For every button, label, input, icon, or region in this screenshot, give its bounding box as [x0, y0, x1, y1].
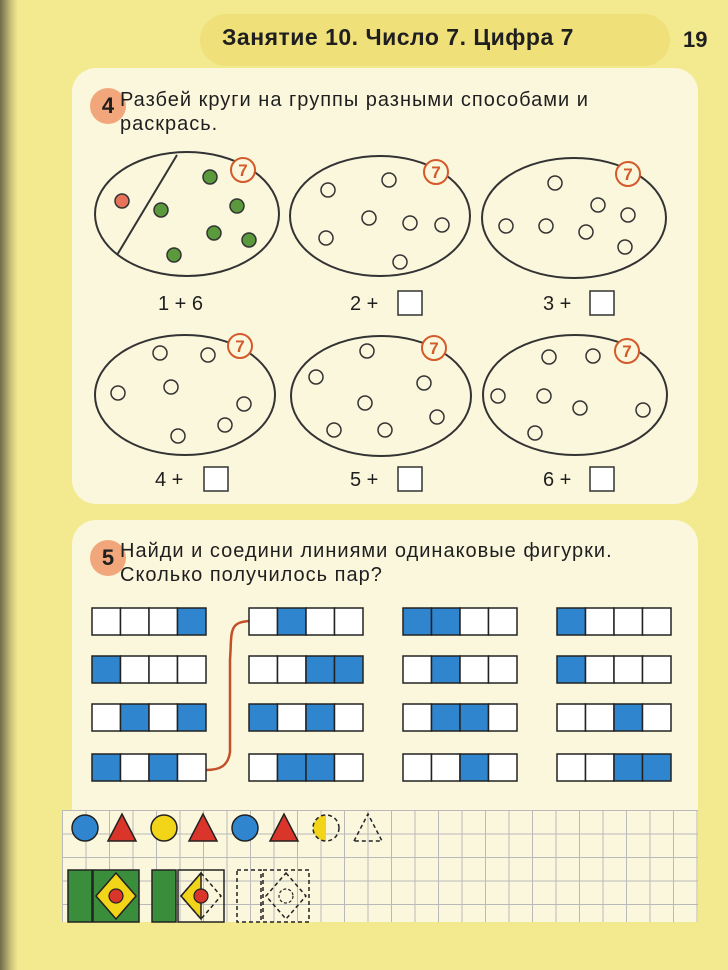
red-triangle-shape: [270, 814, 298, 841]
green-bar-shape: [152, 870, 176, 922]
dashed-triangle-shape: [354, 814, 382, 841]
task5-text-line2: Сколько получилось пар?: [120, 564, 383, 586]
red-triangle-shape: [108, 814, 136, 841]
half-yellow-circle-shape: [313, 815, 326, 841]
seven-label: 7: [429, 339, 439, 358]
dashed-bar-shape: [237, 870, 261, 922]
task4-number-badge: 4: [90, 88, 126, 124]
lesson-title: Занятие 10. Число 7. Цифра 7: [222, 24, 574, 50]
dashed-diamond-block: [263, 870, 309, 922]
group-label: 5 +: [350, 469, 379, 491]
group-label: 3 +: [543, 293, 572, 315]
yellow-circle-shape: [151, 815, 177, 841]
green-bar-shape: [68, 870, 92, 922]
task5-number-badge: 5: [90, 540, 126, 576]
page-number: 19: [683, 27, 708, 52]
group-label: 2 +: [350, 293, 379, 315]
group-label: 4 +: [155, 469, 184, 491]
blue-circle-shape: [72, 815, 98, 841]
seven-label: 7: [622, 342, 632, 361]
task5-text-line1: Найди и соедини линиями одинаковые фигурки.: [120, 540, 613, 562]
seven-label: 7: [238, 161, 248, 180]
group-label: 1 + 6: [158, 293, 204, 315]
blue-circle-shape: [232, 815, 258, 841]
task4-text-line1: Разбей круги на группы разными способами и: [120, 89, 589, 111]
task4-text-line2: раскрась.: [120, 113, 219, 135]
shape-sequence: [72, 814, 382, 841]
red-triangle-shape: [189, 814, 217, 841]
seven-label: 7: [235, 337, 245, 356]
seven-label: 7: [623, 165, 633, 184]
group-label: 6 +: [543, 469, 572, 491]
seven-label: 7: [431, 163, 441, 182]
block-sequence: [68, 870, 309, 922]
